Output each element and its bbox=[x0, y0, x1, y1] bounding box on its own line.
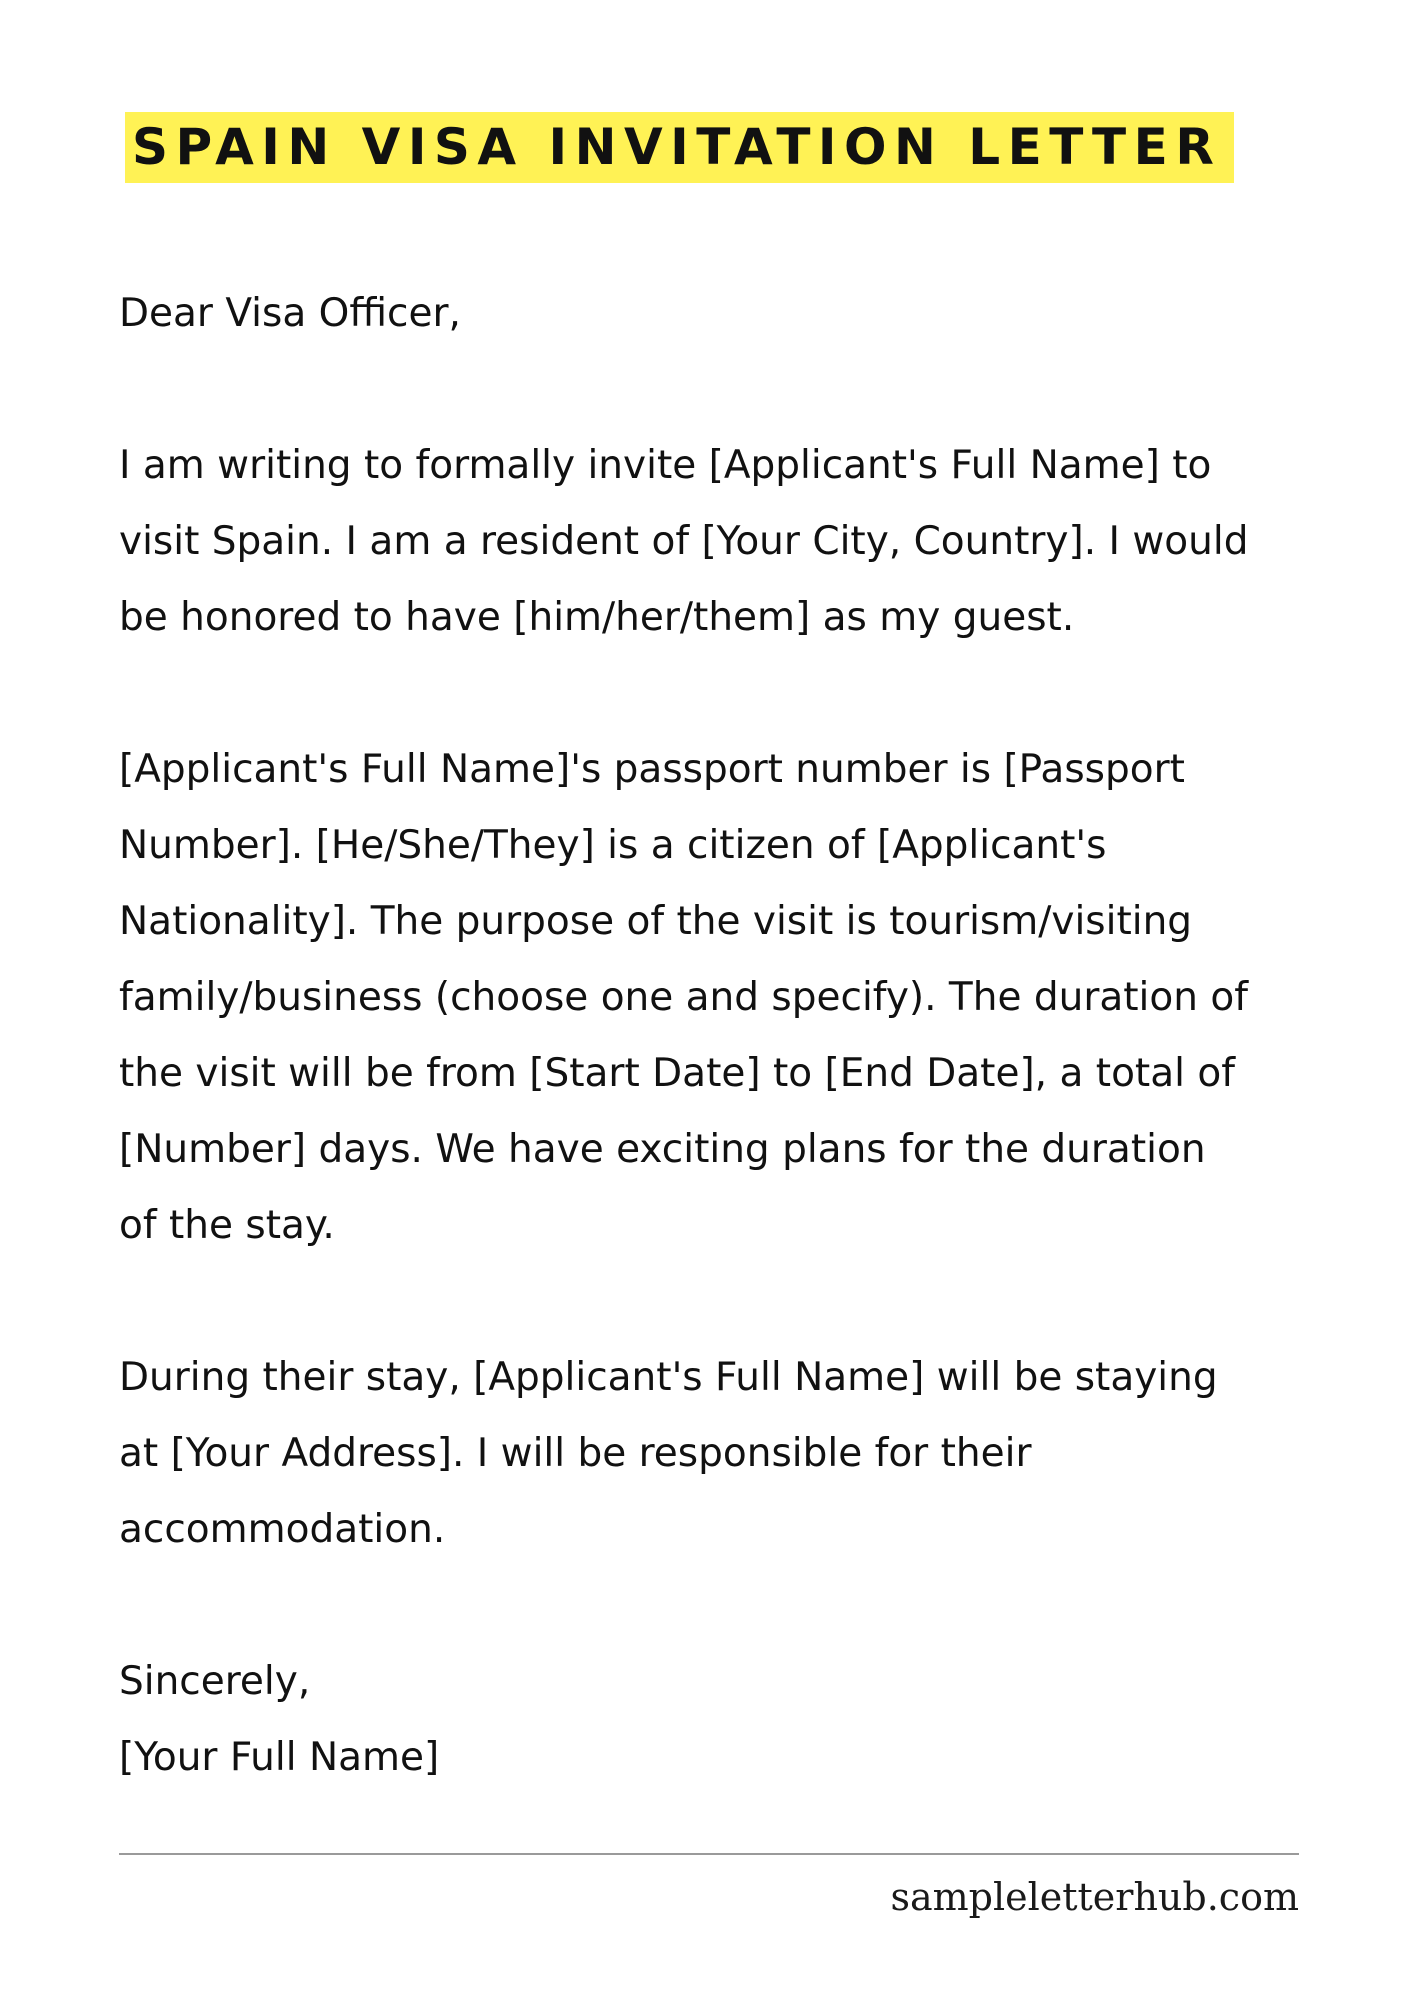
paragraph-line: at [Your Address]. I will be responsible for their bbox=[119, 1431, 1032, 1476]
paragraph-gap bbox=[119, 656, 1359, 732]
paragraph-line: of the stay. bbox=[119, 1203, 335, 1248]
paragraph-visit-details bbox=[119, 732, 1359, 1264]
closing: Sincerely, bbox=[119, 1659, 311, 1704]
paragraph-line: visit Spain. I am a resident of [Your City, Country]. I would bbox=[119, 519, 1249, 564]
paragraph-accommodation bbox=[119, 1340, 1359, 1568]
letter-body bbox=[119, 276, 1359, 1796]
paragraph-line: During their stay, [Applicant's Full Name] will be staying bbox=[119, 1355, 1218, 1400]
title-highlight bbox=[125, 112, 1234, 183]
footer-divider bbox=[119, 1853, 1299, 1855]
paragraph-line: be honored to have [him/her/them] as my guest. bbox=[119, 595, 1075, 640]
paragraph-line: [Number] days. We have exciting plans for the duration bbox=[119, 1127, 1206, 1172]
paragraph-invitation bbox=[119, 428, 1359, 656]
paragraph-line: the visit will be from [Start Date] to [End Date], a total of bbox=[119, 1051, 1235, 1096]
paragraph-line: I am writing to formally invite [Applicant's Full Name] to bbox=[119, 443, 1212, 488]
paragraph-line: family/business (choose one and specify). The duration of bbox=[119, 975, 1248, 1020]
salutation: Dear Visa Officer, bbox=[119, 291, 461, 336]
paragraph-line: Nationality]. The purpose of the visit is tourism/visiting bbox=[119, 899, 1193, 944]
paragraph-line: [Applicant's Full Name]'s passport number is [Passport bbox=[119, 747, 1185, 792]
paragraph-gap bbox=[119, 1264, 1359, 1340]
paragraph-line: accommodation. bbox=[119, 1507, 446, 1552]
page-title: SPAIN VISA INVITATION LETTER bbox=[132, 118, 1222, 176]
website-link[interactable]: sampleletterhub.com bbox=[890, 1875, 1299, 1919]
paragraph-gap bbox=[119, 352, 1359, 428]
signature-name: [Your Full Name] bbox=[119, 1735, 440, 1780]
paragraph-line: Number]. [He/She/They] is a citizen of [Applicant's bbox=[119, 823, 1107, 868]
paragraph-gap bbox=[119, 1568, 1359, 1644]
